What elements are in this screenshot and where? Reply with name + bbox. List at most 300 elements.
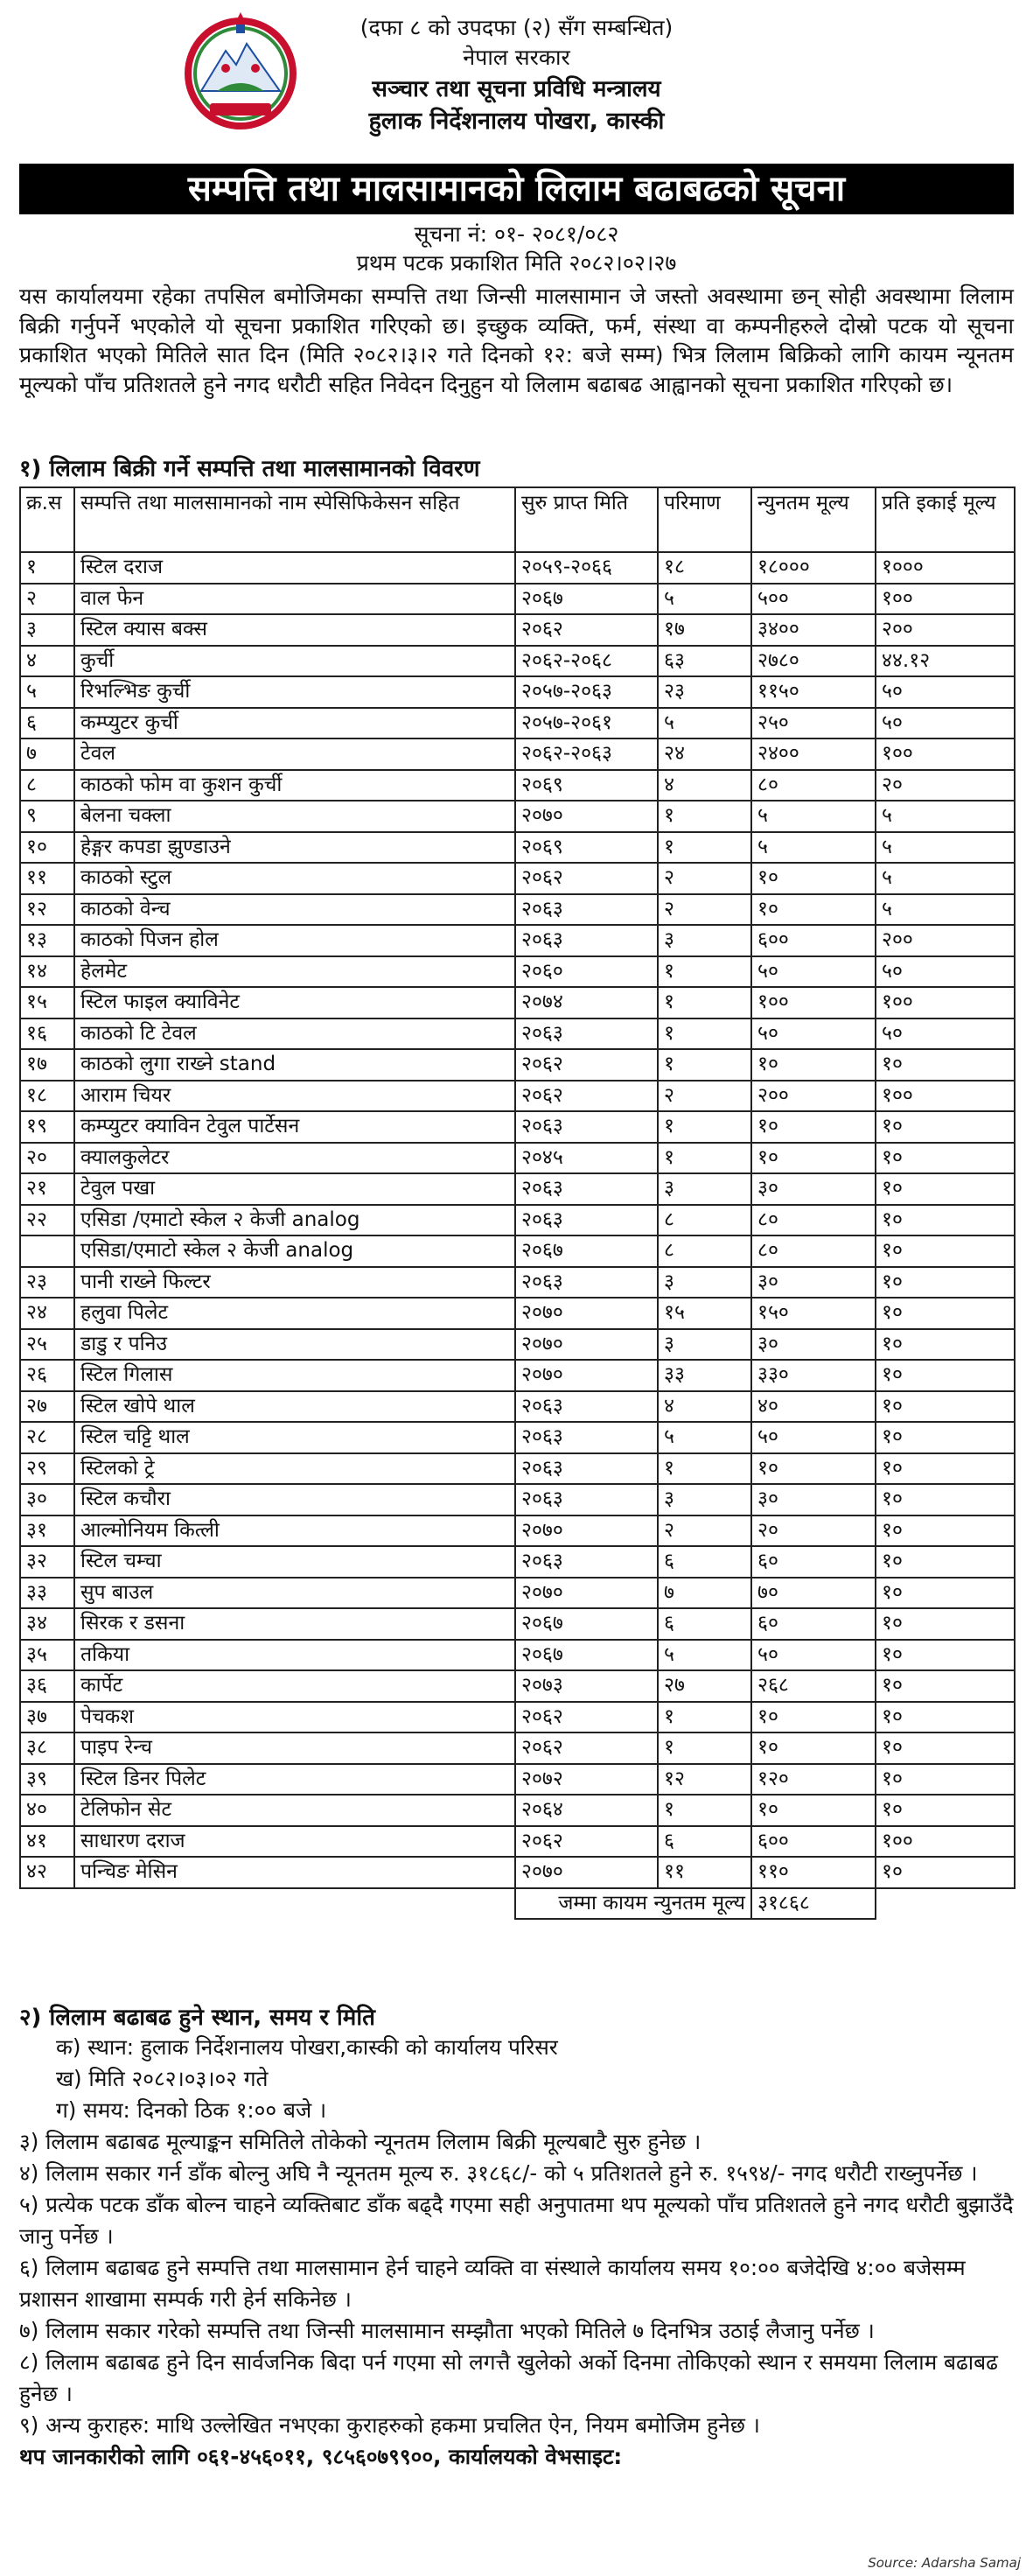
cell-date: २०६३ [515,1391,658,1423]
cell-unit-price: १० [876,1236,1015,1267]
cell-date: २०६७ [515,1608,658,1640]
table-row [20,956,1015,988]
cell-name: काठको टि टेवल [74,1018,515,1050]
cell-min-price: १०० [751,987,876,1018]
table-row [20,894,1015,926]
cell-sn: १५ [20,987,74,1018]
cell-qty: १ [658,1018,751,1050]
cell-qty: १७ [658,614,751,646]
header [0,0,1033,159]
cell-min-price: ८० [751,1205,876,1236]
cell-qty: १ [658,1111,751,1143]
cell-name: सिरक र डसना [74,1608,515,1640]
cell-unit-price: १० [876,1578,1015,1609]
table-row [20,614,1015,646]
col-header-sn: क्र.स [20,487,74,552]
cell-sn: २० [20,1143,74,1174]
cell-name: काठको फोम वा कुशन कुर्ची [74,770,515,802]
cell-name: वाल फेन [74,584,515,615]
clause-4: ४) लिलाम सकार गर्न डाँक बोल्नु अघि नै न्यूनतम मूल्य रु. ३१८६८/- को ५ प्रतिशतले हुने रु. १५९४/- नगद धरौटी राख्नुपर्नेछ । [19,2160,978,2186]
cell-date: २०७० [515,1360,658,1391]
cell-sn: ३० [20,1484,74,1516]
cell-min-price: २४०० [751,738,876,770]
cell-sn: ४१ [20,1826,74,1858]
cell-name: हेलमेट [74,956,515,988]
cell-min-price: ३४०० [751,614,876,646]
col-header-unit-price: प्रति इकाई मूल्य [876,487,1015,552]
cell-name: पन्चिङ मेसिन [74,1857,515,1888]
table-row [20,1329,1015,1361]
table-row [20,552,1015,584]
table-row [20,708,1015,739]
cell-unit-price: १० [876,1329,1015,1361]
table-row [20,1049,1015,1081]
cell-qty: १ [658,1143,751,1174]
cell-name: हेङ्गर कपडा झुण्डाउने [74,832,515,864]
cell-unit-price: ५० [876,1018,1015,1050]
cell-unit-price: १० [876,1516,1015,1547]
cell-qty: १२ [658,1764,751,1796]
table-row [20,1111,1015,1143]
cell-min-price: ५ [751,832,876,864]
cell-qty: २३ [658,676,751,708]
cell-date: २०७० [515,1516,658,1547]
table-row [20,1640,1015,1671]
cell-unit-price: ५ [876,832,1015,864]
table-row [20,1764,1015,1796]
table-row [20,1578,1015,1609]
clause-5: ५) प्रत्येक पटक डाँक बोल्न चाहने व्यक्तिबाट डाँक बढ्दै गएमा सही अनुपातमा थप मूल्यको पाँच प्रतिशतले हुने नगद धरौटी बुझाउँदै जानु पर्नेछ । [19,2192,1014,2249]
cell-qty: ६ [658,1608,751,1640]
items-table [19,486,1016,1920]
table-row [20,1143,1015,1174]
cell-sn: ७ [20,738,74,770]
cell-qty: ३ [658,1329,751,1361]
details-section [19,2032,1014,2473]
cell-sn: २४ [20,1298,74,1329]
cell-date: २०६२ [515,1081,658,1112]
cell-qty: ४ [658,770,751,802]
col-header-qty: परिमाण [658,487,751,552]
cell-name: पानी राख्ने फिल्टर [74,1267,515,1298]
cell-name: स्टिल डिनर पिलेट [74,1764,515,1796]
cell-qty: ५ [658,1640,751,1671]
cell-min-price: १० [751,1732,876,1764]
cell-qty: १ [658,1732,751,1764]
cell-unit-price: १० [876,1640,1015,1671]
cell-date: २०६३ [515,1205,658,1236]
header-line-2: नेपाल सरकार [463,45,570,70]
cell-sn: ३४ [20,1608,74,1640]
clause-8: ८) लिलाम बढाबढ हुने दिन सार्वजनिक बिदा पर्न गएमा सो लगत्तै खुलेको अर्को दिनमा तोकिएको स्थान र समयमा लिलाम बढाबढ हुनेछ । [19,2349,998,2406]
table-row [20,801,1015,832]
table-row [20,1018,1015,1050]
cell-unit-price: ५ [876,894,1015,926]
cell-qty: ६३ [658,646,751,677]
cell-qty: २ [658,863,751,894]
cell-min-price: ८० [751,770,876,802]
cell-name: टेवल [74,738,515,770]
cell-date: २०७० [515,1857,658,1888]
cell-unit-price: १० [876,1453,1015,1485]
cell-date: २०६३ [515,1484,658,1516]
cell-min-price: १० [751,1049,876,1081]
cell-sn: ४० [20,1795,74,1826]
cell-unit-price: २० [876,770,1015,802]
cell-name: टेवुल पखा [74,1173,515,1205]
cell-date: २०४५ [515,1143,658,1174]
total-label: जम्मा कायम न्युनतम मूल्य [515,1888,751,1920]
cell-unit-price: ५० [876,676,1015,708]
clause-6: ६) लिलाम बढाबढ हुने सम्पत्ति तथा मालसामान हेर्न चाहने व्यक्ति वा संस्थाले कार्यालय समय १०:०० बजेदेखि ४:०० बजेसम्म प्रशासन शाखामा सम्पर्क गरी हेर्न सकिनेछ । [19,2255,966,2312]
cell-name: कार्पेट [74,1670,515,1702]
cell-name: एसिडा/एमाटो स्केल २ केजी analog [74,1236,515,1267]
cell-sn: २५ [20,1329,74,1361]
cell-unit-price: १० [876,1670,1015,1702]
clause-9: ९) अन्य कुराहरु: माथि उल्लेखित नभएका कुराहरुको हकमा प्रचलित ऐन, नियम बमोजिम हुनेछ । [19,2412,760,2438]
contact-info: थप जानकारीको लागि ०६१-४५६०११, ९८५६०७९९००, कार्यालयको वेभसाइट: [19,2444,623,2469]
cell-name: सुप बाउल [74,1578,515,1609]
cell-sn: ३ [20,614,74,646]
cell-name: क्यालकुलेटर [74,1143,515,1174]
table-row [20,1081,1015,1112]
cell-qty: १ [658,832,751,864]
cell-qty: ५ [658,708,751,739]
cell-unit-price: १०० [876,987,1015,1018]
cell-unit-price: १० [876,1484,1015,1516]
cell-unit-price: १० [876,1111,1015,1143]
table-row [20,987,1015,1018]
cell-name: कुर्ची [74,646,515,677]
cell-qty: १ [658,1453,751,1485]
table-row [20,1267,1015,1298]
table-row [20,1516,1015,1547]
table-row [20,1670,1015,1702]
cell-date: २०६२ [515,863,658,894]
cell-date: २०७० [515,1298,658,1329]
cell-unit-price: १० [876,1764,1015,1796]
table-row [20,738,1015,770]
cell-min-price: ७० [751,1578,876,1609]
cell-qty: ६ [658,1826,751,1858]
cell-date: २०६३ [515,894,658,926]
cell-sn: २६ [20,1360,74,1391]
cell-date: २०७२ [515,1764,658,1796]
cell-name: कम्प्युटर क्याविन टेवुल पार्टेसन [74,1111,515,1143]
cell-min-price: ३० [751,1267,876,1298]
table-row [20,1702,1015,1733]
cell-name: स्टिल गिलास [74,1360,515,1391]
cell-name: स्टिल चट्टि थाल [74,1422,515,1453]
cell-date: २०६३ [515,1173,658,1205]
table-row [20,646,1015,677]
cell-name: तकिया [74,1640,515,1671]
table-row [20,1236,1015,1267]
cell-min-price: ३० [751,1484,876,1516]
banner-title: सम्पत्ति तथा मालसामानको लिलाम बढाबढको सूचना [19,164,1014,214]
cell-unit-price: १०० [876,738,1015,770]
cell-name: कम्प्युटर कुर्ची [74,708,515,739]
table-row [20,1298,1015,1329]
cell-unit-price: २०० [876,614,1015,646]
cell-unit-price: १०० [876,584,1015,615]
cell-date: २०५७-२०६३ [515,676,658,708]
cell-date: २०६४ [515,1795,658,1826]
cell-qty: १८ [658,552,751,584]
cell-qty: ८ [658,1205,751,1236]
cell-qty: ३ [658,925,751,956]
cell-min-price: १५० [751,1298,876,1329]
intro-paragraph: यस कार्यालयमा रहेका तपसिल बमोजिमका सम्पत्ति तथा जिन्सी मालसामान जे जस्तो अवस्थामा छन् सोही अवस्थामा लिलाम बिक्री गर्नुपर्ने भएकोले यो सूचना प्रकाशित गरिएको छ। इच्छुक व्यक्ति, फर्म, संस्था वा कम्पनीहरुले दोस्रो पटक यो सूचना प्रकाशित भएको मितिले सात दिन (मिति २०८२।३।२ गते दिनको १२: बजे सम्म) भित्र लिलाम बिक्रिको लागि कायम न्यूनतम मूल्यको पाँच प्रतिशतले हुने नगद धरौटी सहित निवेदन दिनुहुन यो लिलाम बढाबढ आह्वानको सूचना प्रकाशित गरिएको छ। [19,284,1014,397]
cell-sn: ६ [20,708,74,739]
cell-sn: १२ [20,894,74,926]
cell-min-price: ११५० [751,676,876,708]
cell-sn: १७ [20,1049,74,1081]
cell-qty: १५ [658,1298,751,1329]
table-row [20,863,1015,894]
cell-qty: ३ [658,1267,751,1298]
cell-unit-price: १० [876,1267,1015,1298]
cell-qty: ३३ [658,1360,751,1391]
cell-qty: १ [658,987,751,1018]
cell-name: स्टिल चम्चा [74,1546,515,1578]
cell-sn: ३६ [20,1670,74,1702]
cell-name: एसिडा /एमाटो स्केल २ केजी analog [74,1205,515,1236]
clause-3: ३) लिलाम बढाबढ मूल्याङ्कन समितिले तोकेको न्यूनतम लिलाम बिक्री मूल्यबाटै सुरु हुनेछ । [19,2129,701,2154]
cell-name: टेलिफोन सेट [74,1795,515,1826]
header-line-1: (दफा ८ को उपदफा (२) सँग सम्बन्धित) [359,15,674,40]
table-row [20,1608,1015,1640]
cell-qty: ७ [658,1578,751,1609]
cell-name: काठको लुगा राख्ने stand [74,1049,515,1081]
cell-sn: १० [20,832,74,864]
cell-min-price: २०० [751,1081,876,1112]
col-header-date: सुरु प्राप्त मिति [515,487,658,552]
cell-sn: १ [20,552,74,584]
cell-sn: ५ [20,676,74,708]
cell-qty: ५ [658,584,751,615]
cell-min-price: ५० [751,1422,876,1453]
cell-unit-price: १० [876,1205,1015,1236]
cell-min-price: १० [751,863,876,894]
cell-date: २०६२ [515,1049,658,1081]
cell-unit-price: १०० [876,1826,1015,1858]
cell-sn: ११ [20,863,74,894]
cell-qty: ११ [658,1857,751,1888]
cell-name: साधारण दराज [74,1826,515,1858]
header-line-3: सञ्चार तथा सूचना प्रविधि मन्त्रालय [372,76,661,102]
cell-date: २०६३ [515,1267,658,1298]
cell-min-price: ३० [751,1329,876,1361]
cell-min-price: ५०० [751,584,876,615]
cell-unit-price: १० [876,1391,1015,1423]
cell-qty: २७ [658,1670,751,1702]
cell-unit-price: १०० [876,1081,1015,1112]
cell-qty: २ [658,894,751,926]
cell-unit-price: १००० [876,552,1015,584]
cell-min-price: ६०० [751,925,876,956]
cell-unit-price: १० [876,1608,1015,1640]
cell-qty: २४ [658,738,751,770]
cell-min-price: ४० [751,1391,876,1423]
cell-sn: १९ [20,1111,74,1143]
cell-sn: २७ [20,1391,74,1423]
cell-date: २०६२ [515,1702,658,1733]
cell-min-price: १० [751,894,876,926]
cell-sn: ३२ [20,1546,74,1578]
cell-name: स्टिल खोपे थाल [74,1391,515,1423]
cell-qty: ८ [658,1236,751,1267]
cell-sn: २१ [20,1173,74,1205]
cell-date: २०६२-२०६८ [515,646,658,677]
cell-qty: १ [658,1702,751,1733]
cell-unit-price: ५ [876,801,1015,832]
cell-min-price: १० [751,1702,876,1733]
cell-sn [20,1236,74,1267]
cell-unit-price: १० [876,1795,1015,1826]
cell-min-price: ६० [751,1546,876,1578]
publish-date: प्रथम पटक प्रकाशित मिति २०८२।०२।२७ [356,250,677,276]
cell-date: २०६७ [515,1236,658,1267]
cell-min-price: ११० [751,1857,876,1888]
auction-location: क) स्थान: हुलाक निर्देशनालय पोखरा,कास्की को कार्यालय परिसर [56,2034,558,2060]
cell-name: स्टिल फाइल क्याविनेट [74,987,515,1018]
table-row [20,584,1015,615]
cell-date: २०५९-२०६६ [515,552,658,584]
cell-min-price: १० [751,1453,876,1485]
cell-min-price: ५० [751,956,876,988]
cell-unit-price: ५० [876,708,1015,739]
table-row [20,676,1015,708]
cell-date: २०६९ [515,770,658,802]
cell-min-price: ५० [751,1018,876,1050]
cell-unit-price: १० [876,1857,1015,1888]
cell-date: २०६२ [515,1732,658,1764]
cell-min-price: १० [751,1111,876,1143]
cell-date: २०६३ [515,1546,658,1578]
cell-date: २०६३ [515,1111,658,1143]
table-row [20,1422,1015,1453]
header-line-4: हुलाक निर्देशनालय पोखरा, कास्की [368,108,665,135]
cell-name: हलुवा पिलेट [74,1298,515,1329]
cell-name: काठको पिजन होल [74,925,515,956]
cell-unit-price: १० [876,1360,1015,1391]
cell-date: २०६३ [515,1453,658,1485]
cell-min-price: २० [751,1516,876,1547]
cell-sn: ४२ [20,1857,74,1888]
cell-date: २०५७-२०६१ [515,708,658,739]
clause-7: ७) लिलाम सकार गरेको सम्पत्ति तथा जिन्सी मालसामान सम्झौता भएको मितिले ७ दिनभित्र उठाई लैजानु पर्नेछ । [19,2318,875,2343]
cell-date: २०७३ [515,1670,658,1702]
cell-qty: २ [658,1081,751,1112]
cell-date: २०६० [515,956,658,988]
cell-date: २०७० [515,1329,658,1361]
cell-date: २०६३ [515,925,658,956]
table-row [20,925,1015,956]
table-row [20,1391,1015,1423]
cell-min-price: २५० [751,708,876,739]
cell-qty: १ [658,956,751,988]
source-credit: Source: Adarsha Samaj [868,2555,1021,2571]
cell-sn: ३३ [20,1578,74,1609]
cell-sn: २२ [20,1205,74,1236]
cell-sn: ३५ [20,1640,74,1671]
cell-sn: ३९ [20,1764,74,1796]
cell-min-price: २६८ [751,1670,876,1702]
cell-date: २०६७ [515,1640,658,1671]
cell-date: २०६९ [515,832,658,864]
cell-unit-price: १० [876,1546,1015,1578]
cell-qty: ५ [658,1422,751,1453]
auction-time: ग) समय: दिनको ठिक १:०० बजे । [56,2097,327,2123]
cell-unit-price: १० [876,1422,1015,1453]
cell-unit-price: १० [876,1732,1015,1764]
table-row [20,770,1015,802]
cell-min-price: ३३० [751,1360,876,1391]
cell-qty: ३ [658,1484,751,1516]
cell-unit-price: १० [876,1049,1015,1081]
cell-sn: १४ [20,956,74,988]
cell-name: पाइप रेन्च [74,1732,515,1764]
table-row [20,1453,1015,1485]
cell-unit-price: ५ [876,863,1015,894]
cell-qty: १ [658,1049,751,1081]
cell-name: आल्मोनियम कित्ली [74,1516,515,1547]
cell-min-price: १८००० [751,552,876,584]
cell-sn: १३ [20,925,74,956]
cell-date: २०७० [515,801,658,832]
table-total-row [20,1888,1015,1920]
table-row [20,1484,1015,1516]
cell-qty: ३ [658,1173,751,1205]
cell-sn: १८ [20,1081,74,1112]
cell-sn: ९ [20,801,74,832]
cell-min-price: ६० [751,1608,876,1640]
section1-title: १) लिलाम बिक्री गर्ने सम्पत्ति तथा मालसामानको विवरण [19,456,480,482]
cell-name: काठको स्टुल [74,863,515,894]
cell-date: २०७४ [515,987,658,1018]
total-value: ३१८६८ [751,1888,876,1920]
cell-sn: १६ [20,1018,74,1050]
cell-sn: ३१ [20,1516,74,1547]
cell-date: २०७० [515,1578,658,1609]
cell-unit-price: १० [876,1702,1015,1733]
cell-min-price: ६०० [751,1826,876,1858]
cell-min-price: ८० [751,1236,876,1267]
cell-sn: २ [20,584,74,615]
cell-qty: ६ [658,1546,751,1578]
cell-unit-price: १० [876,1143,1015,1174]
cell-qty: १ [658,1795,751,1826]
table-header-row [20,487,1015,552]
cell-name: स्टिल दराज [74,552,515,584]
cell-min-price: २७८० [751,646,876,677]
cell-name: स्टिल कचौरा [74,1484,515,1516]
cell-qty: ४ [658,1391,751,1423]
cell-sn: २८ [20,1422,74,1453]
cell-date: २०६३ [515,1018,658,1050]
cell-min-price: १२० [751,1764,876,1796]
table-row [20,1795,1015,1826]
col-header-min-price: न्युनतम मूल्य [751,487,876,552]
cell-date: २०६२ [515,614,658,646]
cell-sn: ३७ [20,1702,74,1733]
cell-min-price: १० [751,1143,876,1174]
cell-unit-price: ५० [876,956,1015,988]
table-row [20,1732,1015,1764]
cell-unit-price: १० [876,1298,1015,1329]
cell-date: २०६३ [515,1422,658,1453]
